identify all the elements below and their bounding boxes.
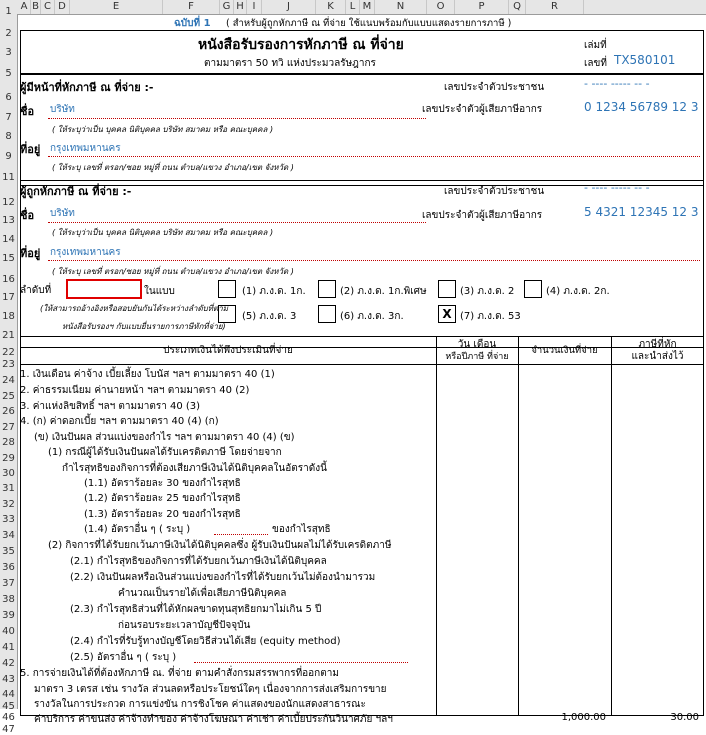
row-header-17[interactable]: 17 bbox=[2, 292, 15, 303]
column-header-n[interactable]: N bbox=[375, 0, 427, 14]
column-header-a[interactable]: A bbox=[18, 0, 31, 14]
payee-address-value[interactable]: กรุงเทพมหานคร bbox=[50, 247, 121, 258]
row-header-32[interactable]: 32 bbox=[2, 499, 15, 510]
row-header-21[interactable]: 21 bbox=[2, 330, 15, 341]
column-header-p[interactable]: P bbox=[455, 0, 509, 14]
row-header-15[interactable]: 15 bbox=[2, 253, 15, 264]
column-header-c[interactable]: C bbox=[41, 0, 55, 14]
payer-address-value[interactable]: กรุงเทพมหานคร bbox=[50, 143, 121, 154]
row-header-44[interactable]: 44 bbox=[2, 689, 15, 700]
column-header-g[interactable]: G bbox=[220, 0, 234, 14]
column-header-h[interactable]: H bbox=[234, 0, 247, 14]
copy-label: ฉบับที่ 1 bbox=[174, 18, 211, 29]
col-header-amount: จำนวนเงินที่จ่าย bbox=[531, 345, 598, 356]
row-header-9[interactable]: 9 bbox=[5, 151, 12, 162]
row-header-28[interactable]: 28 bbox=[2, 437, 15, 448]
row-header-26[interactable]: 26 bbox=[2, 406, 15, 417]
form-checkbox-1[interactable] bbox=[218, 280, 236, 298]
in-form-label: ในแบบ bbox=[144, 286, 175, 297]
payer-heading: ผู้มีหน้าที่หักภาษี ณ ที่จ่าย :- bbox=[20, 81, 154, 94]
row-header-29[interactable]: 29 bbox=[2, 453, 15, 464]
row-header-3[interactable]: 3 bbox=[5, 47, 12, 58]
table-col-divider-1 bbox=[436, 336, 437, 716]
income-line-5: 5. การจ่ายเงินได้ที่ต้องหักภาษี ณ. ที่จ่าย ตามคำสั่งกรมสรรพากรที่ออกตาม bbox=[20, 668, 339, 679]
row-header-18[interactable]: 18 bbox=[2, 311, 15, 322]
row-header-14[interactable]: 14 bbox=[2, 234, 15, 245]
form-checkbox-5[interactable] bbox=[218, 305, 236, 323]
payer-tax-id-value: - ---- ----- -- - bbox=[584, 77, 650, 90]
row-header-6[interactable]: 6 bbox=[5, 92, 12, 103]
payee-name-value[interactable]: บริษัท bbox=[50, 208, 75, 219]
row-header-13[interactable]: 13 bbox=[2, 215, 15, 226]
row-header-bar bbox=[0, 6, 18, 735]
row-header-35[interactable]: 35 bbox=[2, 546, 15, 557]
row-header-39[interactable]: 39 bbox=[2, 610, 15, 621]
payer-name-underline bbox=[48, 118, 426, 119]
col-header-type: ประเภทเงินได้พึงประเมินที่จ่าย bbox=[163, 345, 293, 356]
column-header-bar bbox=[0, 0, 706, 15]
col-header-tax-l1: ภาษีที่หัก bbox=[638, 339, 677, 350]
payer-taxpayer-id-value: 0 1234 56789 12 3 bbox=[584, 100, 699, 114]
form-checkbox-4[interactable] bbox=[524, 280, 542, 298]
column-header-l[interactable]: L bbox=[346, 0, 360, 14]
payee-heading: ผู้ถูกหักภาษี ณ ที่จ่าย :- bbox=[20, 185, 132, 198]
payer-address-hint: ( ให้ระบุ เลขที่ ตรอก/ซอย หมู่ที่ ถนน ตำบล/แขวง อำเภอ/เขต จังหวัด ) bbox=[52, 163, 294, 172]
income-line-4b: (ข) เงินปันผล ส่วนแบ่งของกำไร ฯลฯ ตามมาตรา 40 (4) (ข) bbox=[34, 432, 295, 443]
row-header-34[interactable]: 34 bbox=[2, 530, 15, 541]
col-header-date-l2: หรือปีภาษี ที่จ่าย bbox=[445, 352, 509, 362]
income-line-2-5: (2.5) อัตราอื่น ๆ ( ระบุ ) bbox=[70, 652, 177, 663]
column-header-e[interactable]: E bbox=[70, 0, 163, 14]
row-header-12[interactable]: 12 bbox=[2, 197, 15, 208]
payee-tax-id-label: เลขประจำตัวประชาชน bbox=[444, 186, 545, 197]
column-header-m[interactable]: M bbox=[360, 0, 375, 14]
amount-value[interactable]: 1,000.00 bbox=[561, 712, 606, 723]
income-line-2-2-cont: คำนวณเป็นรายได้เพื่อเสียภาษีนิติบุคคล bbox=[118, 588, 287, 599]
row-header-42[interactable]: 42 bbox=[2, 658, 15, 669]
row-header-22[interactable]: 22 bbox=[2, 347, 15, 358]
of-net-profit-label: ของกำไรสุทธิ bbox=[272, 524, 331, 535]
sequence-label: ลำดับที่ bbox=[20, 285, 52, 296]
payee-address-label: ที่อยู่ bbox=[20, 247, 41, 260]
row-header-40[interactable]: 40 bbox=[2, 626, 15, 637]
income-line-2-1: (2.1) กำไรสุทธิของกิจการที่ได้รับยกเว้นภาษีเงินได้นิติบุคคล bbox=[70, 556, 327, 567]
row-header-41[interactable]: 41 bbox=[2, 642, 15, 653]
payee-address-underline bbox=[48, 260, 700, 261]
form-checkbox-7[interactable] bbox=[438, 305, 456, 323]
row-header-27[interactable]: 27 bbox=[2, 422, 15, 433]
income-line-2: 2. ค่าธรรมเนียม ค่านายหน้า ฯลฯ ตามมาตรา 40 (2) bbox=[20, 385, 250, 396]
income-line-1-2: (1.2) อัตราร้อยละ 25 ของกำไรสุทธิ bbox=[84, 493, 241, 504]
column-header-q[interactable]: Q bbox=[509, 0, 526, 14]
form-label-7: (7) ภ.ง.ด. 53 bbox=[460, 311, 521, 322]
column-header-k[interactable]: K bbox=[316, 0, 346, 14]
row-header-16[interactable]: 16 bbox=[2, 274, 15, 285]
row-header-24[interactable]: 24 bbox=[2, 375, 15, 386]
income-line-2-main: (2) กิจการที่ได้รับยกเว้นภาษีเงินได้นิติบุคคลซึ่ง ผู้รับเงินปันผลไม่ได้รับเครดิตภาษี bbox=[48, 540, 392, 551]
column-header-f[interactable]: F bbox=[163, 0, 220, 14]
form-label-1: (1) ภ.ง.ด. 1ก. bbox=[242, 286, 306, 297]
income-line-5-cont1: มาตรา 3 เตรส เช่น รางวัล ส่วนลดหรือประโยชน์ใดๆ เนื่องจากการส่งเสริมการขาย bbox=[34, 684, 387, 695]
column-header-r[interactable]: R bbox=[526, 0, 584, 14]
form-label-6: (6) ภ.ง.ด. 3ก. bbox=[340, 311, 404, 322]
income-line-5-cont2: รางวัลในการประกวด การแข่งขัน การชิงโชค ค่าแสดงของนักแสดงสาธารณะ bbox=[34, 699, 366, 710]
row-header-43[interactable]: 43 bbox=[2, 674, 15, 685]
income-line-1-4: (1.4) อัตราอื่น ๆ ( ระบุ ) bbox=[84, 524, 191, 535]
income-line-2-3: (2.3) กำไรสุทธิส่วนที่ได้หักผลขาดทุนสุทธิยกมาไม่เกิน 5 ปี bbox=[70, 604, 322, 615]
row-header-37[interactable]: 37 bbox=[2, 578, 15, 589]
income-line-1: 1. เงินเดือน ค่าจ้าง เบี้ยเลี้ยง โบนัส ฯลฯ ตามมาตรา 40 (1) bbox=[20, 369, 275, 380]
worksheet[interactable] bbox=[18, 14, 706, 725]
income-line-1-3: (1.3) อัตราร้อยละ 20 ของกำไรสุทธิ bbox=[84, 509, 241, 520]
row-header-30[interactable]: 30 bbox=[2, 468, 15, 479]
column-header-o[interactable]: O bbox=[427, 0, 455, 14]
page-subtitle: ตามมาตรา 50 ทวิ แห่งประมวลรัษฎากร bbox=[204, 58, 376, 69]
column-header-j[interactable]: J bbox=[262, 0, 316, 14]
row-header-23[interactable]: 23 bbox=[2, 359, 15, 370]
income-line-2-2: (2.2) เงินปันผลหรือเงินส่วนแบ่งของกำไรที่ได้รับยกเว้นไม่ต้องนำมารวม bbox=[70, 572, 376, 583]
sequence-note-line2: หนังสือรับรองฯ กับแบบยื่นรายการภาษีหักที่จ่าย) bbox=[62, 322, 226, 331]
doc-no-value: TX580101 bbox=[614, 53, 676, 67]
row-header-45[interactable]: 45 bbox=[2, 701, 15, 712]
form-label-2: (2) ภ.ง.ด. 1ก.พิเศษ bbox=[340, 286, 427, 297]
column-header-i[interactable]: I bbox=[247, 0, 262, 14]
form-checkbox-2[interactable] bbox=[318, 280, 336, 298]
payee-address-hint: ( ให้ระบุ เลขที่ ตรอก/ซอย หมู่ที่ ถนน ตำบล/แขวง อำเภอ/เขต จังหวัด ) bbox=[52, 267, 294, 276]
row-header-31[interactable]: 31 bbox=[2, 483, 15, 494]
income-line-4: 4. (ก) ค่าดอกเบี้ย ฯลฯ ตามมาตรา 40 (4) (ก) bbox=[20, 416, 219, 427]
payee-name-underline bbox=[48, 222, 426, 223]
sequence-input[interactable] bbox=[66, 279, 142, 299]
col-header-date-l1: วัน เดือน bbox=[457, 339, 497, 350]
income-line-4b1-note: กำไรสุทธิของกิจการที่ต้องเสียภาษีเงินได้นิติบุคคลในอัตราดังนี้ bbox=[62, 463, 327, 474]
payee-name-hint: ( ให้ระบุว่าเป็น บุคคล นิติบุคคล บริษัท สมาคม หรือ คณะบุคคล ) bbox=[52, 228, 274, 237]
column-header-b[interactable]: B bbox=[31, 0, 41, 14]
doc-no-label: เลขที่ bbox=[584, 58, 607, 69]
income-line-2-4: (2.4) กำไรที่รับรู้ทางบัญชีโดยวิธีส่วนได้เสีย (equity method) bbox=[70, 636, 341, 647]
form-checkbox-6[interactable] bbox=[318, 305, 336, 323]
payee-taxpayer-id-label: เลขประจำตัวผู้เสียภาษีอากร bbox=[422, 210, 543, 221]
page-title: หนังสือรับรองการหักภาษี ณ ที่จ่าย bbox=[198, 37, 404, 53]
payer-name-label: ชื่อ bbox=[20, 105, 35, 118]
payer-address-label: ที่อยู่ bbox=[20, 143, 41, 156]
payer-name-value[interactable]: บริษัท bbox=[50, 104, 75, 115]
row-header-46[interactable]: 46 bbox=[2, 712, 15, 723]
sequence-note-line1: (ให้สามารถอ้างอิงหรือสอบยันกันได้ระหว่างลำดับที่ตาม bbox=[40, 304, 228, 313]
table-header-divider bbox=[20, 364, 704, 365]
row-header-47[interactable]: 47 bbox=[2, 724, 15, 735]
col-header-tax-l2: และนำส่งไว้ bbox=[631, 351, 684, 362]
check-mark: X bbox=[442, 307, 452, 321]
row-header-33[interactable]: 33 bbox=[2, 514, 15, 525]
row-header-36[interactable]: 36 bbox=[2, 562, 15, 573]
line-1-4-underline bbox=[214, 534, 268, 535]
row-header-5[interactable]: 5 bbox=[5, 68, 12, 79]
row-header-38[interactable]: 38 bbox=[2, 594, 15, 605]
copy-note: ( สำหรับผู้ถูกหักภาษี ณ ที่จ่าย ใช้แนบพร้อมกับแบบแสดงรายการภาษี ) bbox=[226, 18, 512, 29]
payer-address-underline bbox=[48, 156, 700, 157]
book-no-label: เล่มที่ bbox=[584, 40, 607, 51]
row-header-2[interactable]: 2 bbox=[5, 28, 12, 39]
table-col-divider-3 bbox=[611, 336, 612, 716]
income-line-4b1: (1) กรณีผู้ได้รับเงินปันผลได้รับเครดิตภาษี โดยจ่ายจาก bbox=[48, 447, 282, 458]
payer-tax-id-label: เลขประจำตัวประชาชน bbox=[444, 82, 545, 93]
payee-name-label: ชื่อ bbox=[20, 209, 35, 222]
payer-taxpayer-id-label: เลขประจำตัวผู้เสียภาษีอากร bbox=[422, 104, 543, 115]
form-label-3: (3) ภ.ง.ด. 2 bbox=[460, 286, 515, 297]
income-line-5-cont3: ค่าบริการ ค่าขนส่ง ค่าจ้างทำของ ค่าจ้างโฆษณา ค่าเช่า ค่าเบี้ยประกันวินาศภัย ฯลฯ bbox=[34, 714, 393, 725]
row-header-25[interactable]: 25 bbox=[2, 391, 15, 402]
row-header-11[interactable]: 11 bbox=[2, 172, 15, 183]
form-label-5: (5) ภ.ง.ด. 3 bbox=[242, 311, 297, 322]
income-line-2-3-cont: ก่อนรอบระยะเวลาบัญชีปัจจุบัน bbox=[118, 620, 251, 631]
income-line-3: 3. ค่าแห่งลิขสิทธิ์ ฯลฯ ตามมาตรา 40 (3) bbox=[20, 401, 201, 412]
payee-tax-id-value: - ---- ----- -- - bbox=[584, 181, 650, 194]
form-label-4: (4) ภ.ง.ด. 2ก. bbox=[546, 286, 610, 297]
income-line-1-1: (1.1) อัตราร้อยละ 30 ของกำไรสุทธิ bbox=[84, 478, 241, 489]
row-header-7[interactable]: 7 bbox=[5, 112, 12, 123]
line-2-5-underline bbox=[194, 662, 408, 663]
payee-taxpayer-id-value: 5 4321 12345 12 3 bbox=[584, 205, 699, 219]
column-header-d[interactable]: D bbox=[55, 0, 70, 14]
row-header-1[interactable]: 1 bbox=[5, 6, 12, 17]
payer-name-hint: ( ให้ระบุว่าเป็น บุคคล นิติบุคคล บริษัท สมาคม หรือ คณะบุคคล ) bbox=[52, 125, 274, 134]
tax-value[interactable]: 30.00 bbox=[670, 712, 699, 723]
table-col-divider-2 bbox=[518, 336, 519, 716]
row-header-8[interactable]: 8 bbox=[5, 131, 12, 142]
form-checkbox-3[interactable] bbox=[438, 280, 456, 298]
